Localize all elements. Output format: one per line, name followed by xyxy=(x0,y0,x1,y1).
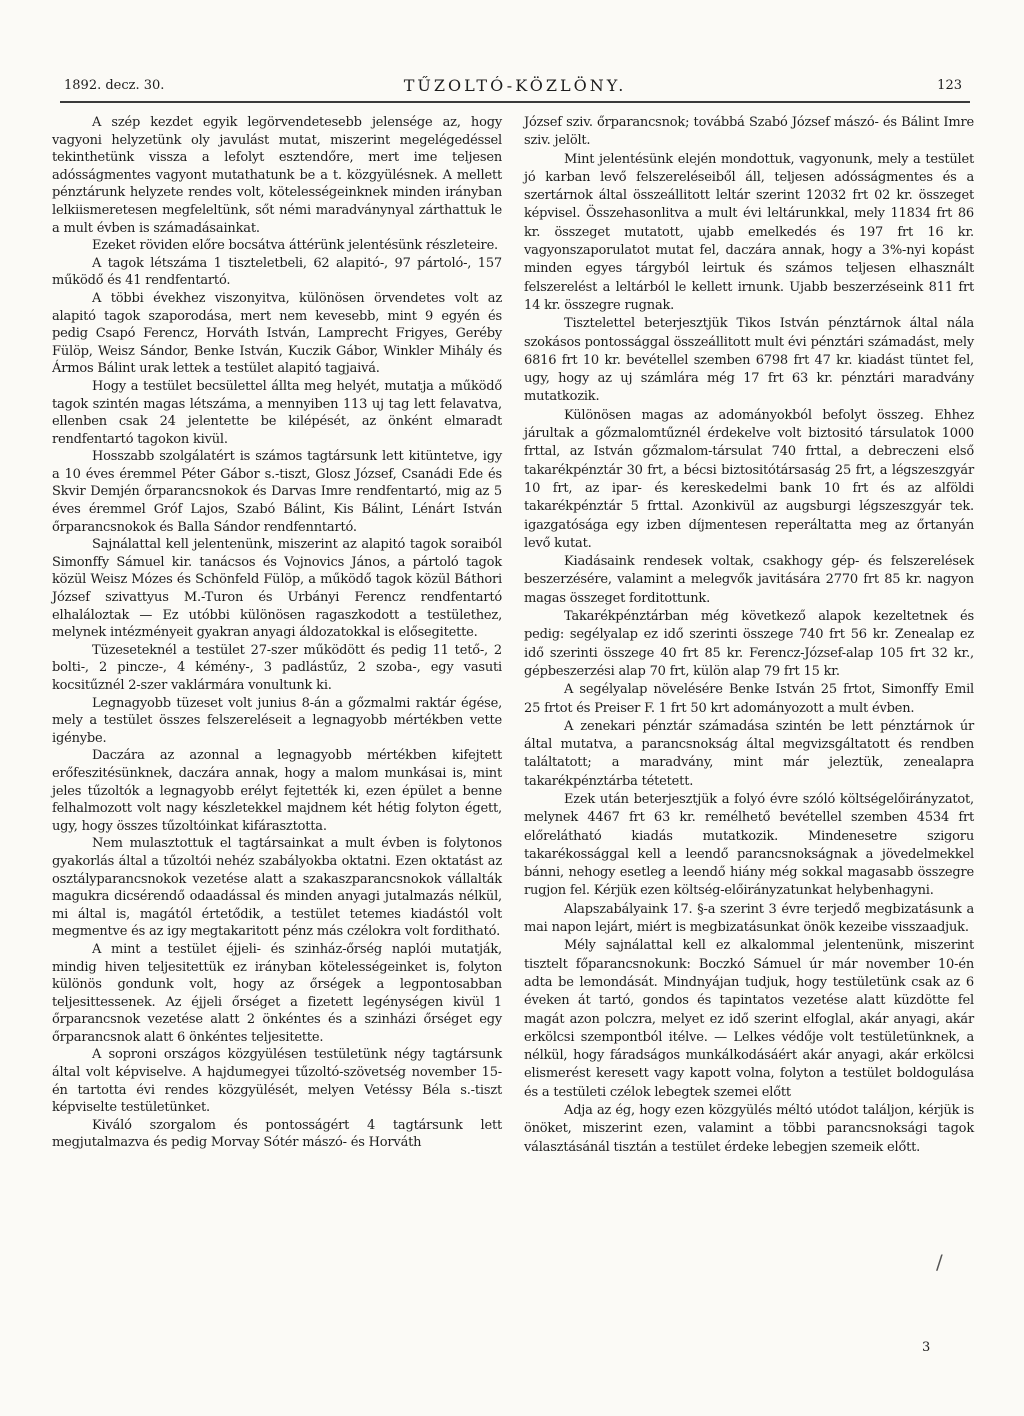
paragraph: Tisztelettel beterjesztjük Tikos István pénztárnok által nála szokásos pontossággal összeállitott mult évi pénztári számadást, mely 6816 frt 10 kr. bevétellel szemben 6798 frt 47 kr. kiadást tüntet fel, ugy, hogy az uj számlára még 17 frt 63 kr. pénztári maradvány mutatkozik. xyxy=(524,316,974,405)
paragraph: Kiváló szorgalom és pontosságért 4 tagtársunk lett megjutalmazva és pedig Morvay Sótér mászó- és Horváth xyxy=(52,1117,502,1151)
paragraph: Sajnálattal kell jelentenünk, miszerint az alapitó tagok soraiból Simonffy Sámuel kir. tanácsos és Vojnovics János, a pártoló tagok közül Weisz Mózes és Schönfeld Fülöp, a működő tagok közül Báthori József szivattyus M.-Turon és Urbányi Ferencz rendfentartó elhaláloztak — Ez utóbbi különösen ragaszkodott a testülethez, melynek intézményeit gyakran anyagi áldozatokkal is elősegitette. xyxy=(52,537,502,641)
paragraph: Tüzeseteknél a testület 27-szer működött és pedig 11 tető-, 2 bolti-, 2 pincze-, 4 kémény-, 3 padlástűz, 2 szoba-, egy vasuti kocsitűznél 2-szer vaklármára vonultunk ki. xyxy=(52,642,502,693)
paragraph: Különösen magas az adományokból befolyt összeg. Ehhez járultak a gőzmalomtűznél érdekelve volt biztositó társulatok 1000 frttal, az István gőzmalom-társulat 740 frttal, a debreczeni első takarékpénztár 30 frt, a bécsi biztositótársaság 25 frt, a légszeszgyár 10 frt, az ipar- és kereskedelmi bank 10 frt és az alföldi takarékpénztár 5 frttal. Azonkivül az augsburgi légszeszgyár tek. igazgatósága egy izben díjmentesen reperáltatta meg az őrtanyán levő kutat. xyxy=(524,407,974,551)
paragraph: Ezeket röviden előre bocsátva áttérünk jelentésünk részleteire. xyxy=(92,238,498,254)
paragraph: Legnagyobb tüzeset volt junius 8-án a gőzmalmi raktár égése, mely a testület összes felszereléseit a legnagyobb mértékben vette igénybe. xyxy=(52,695,502,746)
paragraph: A zenekari pénztár számadása szintén be lett pénztárnok úr által mutatva, a parancsnokság által megvizsgáltatott és rendben találtatott; a maradvány, mint már jeleztük, zenealapra takarékpénztárba tétetett. xyxy=(524,718,974,789)
folio-number: 3 xyxy=(922,1340,931,1355)
pen-mark: / xyxy=(936,1250,943,1274)
paragraph: Hogy a testület becsülettel állta meg helyét, mutatja a működő tagok szintén magas létszáma, a mennyiben 113 uj tag lett felavatva, ellenben csak 24 jelentette be kilépését, az önként elmaradt rendfentartó tagokon kivül. xyxy=(52,378,502,447)
paragraph-continuation: József sziv. őrparancsnok; továbbá Szabó József mászó- és Bálint Imre sziv. jelölt. xyxy=(524,115,974,149)
issue-date: 1892. decz. 30. xyxy=(64,78,165,93)
paragraph: A tagok létszáma 1 tiszteletbeli, 62 alapitó-, 97 pártoló-, 157 működő és 41 rendfentartó. xyxy=(52,255,502,289)
paragraph: Daczára az azonnal a legnagyobb mértékben kifejtett erőfeszitésünknek, daczára annak, hogy a malom munkásai is, mint jeles tűzoltók a legnagyobb erélyt fejtették ki, ezen épület a benne felhalmozott volt nagy készletekkel majdnem két hétig folyton égett, ugy, hogy összes tűzoltóinkat kifárasztotta. xyxy=(52,748,502,834)
paragraph: Alapszabályaink 17. §-a szerint 3 évre terjedő megbizatásunk a mai napon lejárt, miért is megbizatásunkat önök kezeibe visszaadjuk. xyxy=(524,901,974,936)
right-column xyxy=(524,114,974,1157)
paragraph: Mély sajnálattal kell ez alkalommal jelentenünk, miszerint tisztelt főparancsnokunk: Boczkó Sámuel úr már november 10-én adta be lemondását. Mindnyájan tudjuk, hogy testületünk csak az 6 éveken át tartó, gondos és tapintatos vezetése alatt küzdötte fel magát azon polczra, melyet ez idő szerint elfoglal, akár anyagi, akár erkölcsi szempontból itélve. — Lelkes védője volt testületünknek, a nélkül, hogy fáradságos munkálkodásáért akár anyagi, akár erkölcsi elismerést keresett vagy kapott volna, folyton a testület boldogulása és a testületi czélok lebegtek szemei előtt xyxy=(524,938,974,1100)
paragraph: Kiadásaink rendesek voltak, csakhogy gép- és felszerelések beszerzésére, valamint a melegvők javitására 2770 frt 85 kr. nagyon magas összeget forditottunk. xyxy=(524,554,974,606)
paragraph: Takarékpénztárban még következő alapok kezeltetnek és pedig: segélyalap ez idő szerinti összege 740 frt 56 kr. Zenealap ez idő szerinti összege 40 frt 85 kr. Ferencz-József-alap 105 frt 32 kr., gépbeszerzési alap 70 frt, külön alap 79 frt 15 kr. xyxy=(524,609,974,679)
journal-title: TŰZOLTÓ-KÖZLÖNY. xyxy=(403,76,627,95)
paragraph: Hosszabb szolgálatért is számos tagtársunk lett kitüntetve, igy a 10 éves éremmel Péter Gábor s.-tiszt, Glosz József, Csanádi Ede és Skvir Demjén őrparancsnokok és Darvas Imre rendfentartó, mig az 5 éves éremmel Gróf Lajos, Szabó Bálint, Kis Bálint, Lénárt István őrparancsnokok és Balla Sándor rendfenntartó. xyxy=(52,449,502,535)
paragraph: Mint jelentésünk elején mondottuk, vagyonunk, mely a testület jó karban levő felszereléseiből áll, teljesen adósságmentes és a szertárnok által összeállitott leltár szerint 12032 frt 02 kr. összeget képvisel. Összehasonlitva a mult évi leltárunkkal, mely 11834 frt 86 kr. összeget mutatott, ujabb emelkedés és 197 frt 16 kr. vagyonszaporulatot mutat fel, daczára annak, hogy a 3%-nyi kopást minden egyes tárgyból leirtuk és számos teljesen elhasznált felszerelést a leltárból le kellett irnunk. Ujabb beszerzéseink 811 frt 14 kr. összegre rugnak. xyxy=(524,151,974,313)
paragraph: Nem mulasztottuk el tagtársainkat a mult évben is folytonos gyakorlás által a tűzoltói nehéz szabályokba oktatni. Ezen oktatást az osztályparancsnokok vezetése alatt a szakaszparancsnokok vállalták magukra dicsérendő odaadással és minden anyagi jutalmazás nélkül, mi által is, magától értetődik, a testület tetemes kiadástól volt megmentve és az igy megtakaritott pénz más czélokra volt forditható. xyxy=(52,836,502,940)
page-number: 123 xyxy=(937,78,962,93)
paragraph: A többi évekhez viszonyitva, különösen örvendetes volt az alapitó tagok szaporodása, mert nem kevesebb, mint 9 egyén és pedig Csapó Ferencz, Horváth István, Lamprecht Frigyes, Geréby Fülöp, Weisz Sándor, Benke István, Kuczik Gábor, Winkler Mihály és Ármos Bálint urak lettek a testület alapitó tagjaivá. xyxy=(52,290,502,377)
paragraph: A soproni országos közgyülésen testületünk négy tagtársunk által volt képviselve. A hajdumegyei tűzoltó-szövetség november 15-én tartotta évi rendes közgyülését, melyen Vetéssy Béla s.-tiszt képviselte testületünket. xyxy=(52,1047,502,1116)
paragraph: Ezek után beterjesztjük a folyó évre szóló költségelőirányzatot, melynek 4467 frt 63 kr. remélhető bevétellel szemben 4534 frt előrelátható kiadás mutatkozik. Mindenesetre szigoru takarékossággal kell a leendő parancsnokságnak a jövedelmekkel bánni, nehogy esetleg a leendő hiány még sokkal magasabb összegre rugjon fel. Kérjük ezen költség-előirányzatunkat helybenhagyni. xyxy=(524,791,974,899)
paragraph: A mint a testület éjjeli- és szinház-őrség naplói mutatják, mindig hiven teljesitettük ez irányban kötelességeinket is, folyton különös gondunk volt, hogy az őrségek a legpontosabban teljesittessenek. Az éjjeli őrséget a fizetett legénységen kivül 1 őrparancsnok vezetése alatt 2 önkéntes és a szinházi őrséget egy őrparancsnok alatt 6 önkéntes teljesitette. xyxy=(52,941,502,1045)
paragraph: A segélyalap növelésére Benke István 25 frtot, Simonffy Emil 25 frtot és Preiser F. 1 frt 50 krt adományozott a mult évben. xyxy=(524,682,974,716)
header-rule xyxy=(60,101,970,103)
paragraph: A szép kezdet egyik legörvendetesebb jelensége az, hogy vagyoni helyzetünk oly javulást mutat, miszerint megelégedéssel tekinthetünk vissza a lefolyt esztendőre, mert ime teljesen adósságmentes vagyont mutathatunk be a t. közgyülésnek. A mellett pénztárunk helyzete rendes volt, kötelességeinknek minden irányban lelkiismeretesen megfeleltünk, sőt némi maradványnyal zárthattuk le a mult évben is számadásainkat. xyxy=(52,115,502,236)
paragraph: Adja az ég, hogy ezen közgyülés méltó utódot találjon, kérjük is önöket, miszerint ezen, valamint a többi parancsnoksági tagok választásánál tisztán a testület érdeke lebegjen szemeik előtt. xyxy=(524,1103,974,1155)
left-column xyxy=(52,114,502,1152)
